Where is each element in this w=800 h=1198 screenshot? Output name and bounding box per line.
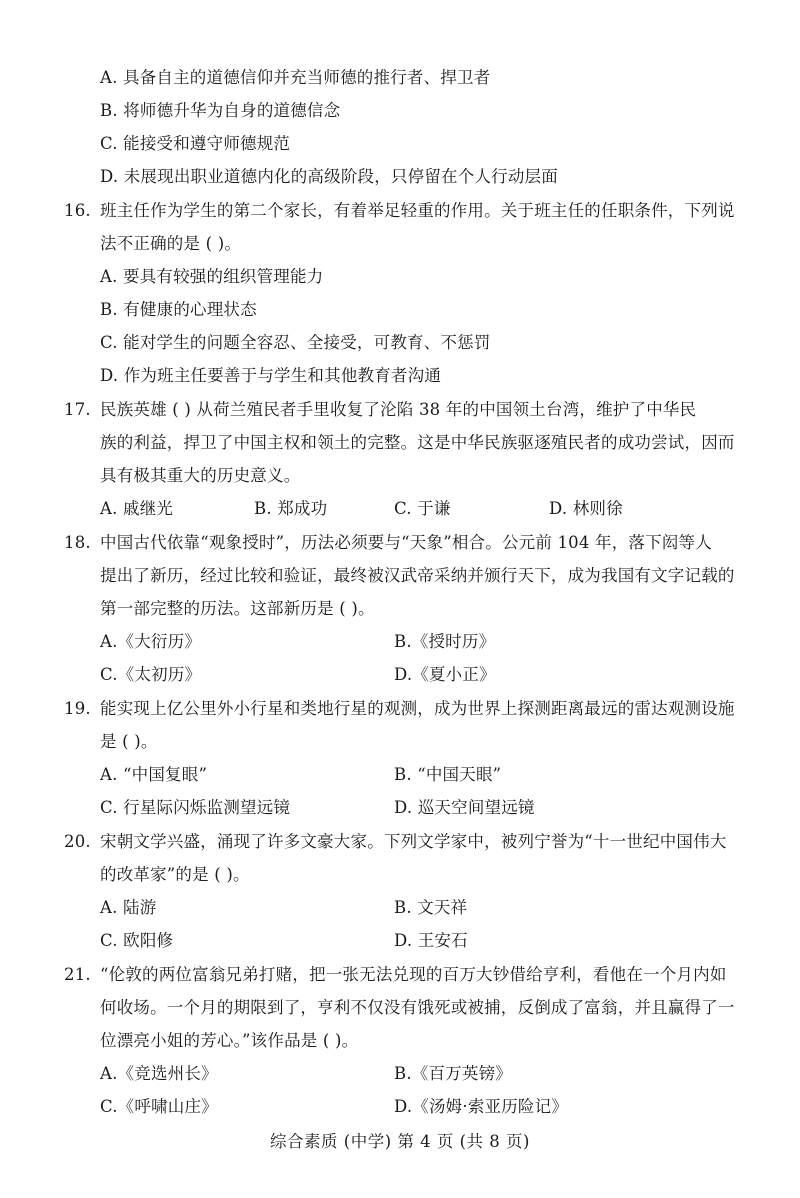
- question-21-option-d: D.《汤姆·索亚历险记》: [394, 1097, 569, 1116]
- question-21-option-a: A.《竞选州长》: [100, 1064, 218, 1083]
- question-21-option-b: B.《百万英镑》: [394, 1064, 512, 1083]
- question-17-number: 17.: [64, 400, 91, 419]
- question-17-stem-line2: 族的利益，捍卫了中国主权和领土的完整。这是中华民族驱逐殖民者的成功尝试，因而: [100, 433, 735, 452]
- question-20-option-a: A. 陆游: [100, 898, 157, 917]
- question-21-number: 21.: [64, 965, 91, 984]
- question-19-stem-line2: 是 ( )。: [100, 732, 158, 751]
- question-21-option-c: C.《呼啸山庄》: [100, 1097, 218, 1116]
- question-21-stem-line3: 位漂亮小姐的芳心。”该作品是 ( )。: [100, 1031, 359, 1050]
- question-16-stem-line2: 法不正确的是 ( )。: [100, 234, 242, 253]
- question-17-option-c: C. 于谦: [394, 499, 451, 518]
- question-20-option-c: C. 欧阳修: [100, 931, 174, 950]
- page-footer: 综合素质 (中学) 第 4 页 (共 8 页): [270, 1132, 530, 1151]
- prev-option-d: D. 未展现出职业道德内化的高级阶段，只停留在个人行动层面: [100, 167, 558, 186]
- question-17-option-b: B. 郑成功: [254, 499, 328, 518]
- question-18-option-b: B.《授时历》: [394, 632, 496, 651]
- question-16-stem-line1: 16. 班主任作为学生的第二个家长，有着举足轻重的作用。关于班主任的任职条件，下列说: [64, 199, 735, 223]
- question-19-option-a: A. “中国复眼”: [100, 765, 208, 784]
- question-17-stem-line1: 17. 民族英雄 ( ) 从荷兰殖民者手里收复了沦陷 38 年的中国领土台湾，维护了中华民: [64, 398, 696, 422]
- question-20-option-d: D. 王安石: [394, 931, 468, 950]
- question-20-stem-line2: 的改革家”的是 ( )。: [100, 865, 250, 884]
- question-18-option-d: D.《夏小正》: [394, 665, 496, 684]
- question-19-stem-line1: 19. 能实现上亿公里外小行星和类地行星的观测，成为世界上探测距离最远的雷达观测设施: [64, 697, 735, 721]
- question-16-option-d: D. 作为班主任要善于与学生和其他教育者沟通: [100, 366, 442, 385]
- question-18-stem-line3: 第一部完整的历法。这部新历是 ( )。: [100, 599, 375, 618]
- question-18-stem-line1: 18. 中国古代依靠“观象授时”，历法必须要与“天象”相合。公元前 104 年，落下闳等人: [64, 531, 712, 555]
- question-20-number: 20.: [64, 832, 91, 851]
- question-20-option-b: B. 文天祥: [394, 898, 468, 917]
- prev-option-c: C. 能接受和遵守师德规范: [100, 134, 291, 153]
- question-19-number: 19.: [64, 699, 91, 718]
- question-16-option-b: B. 有健康的心理状态: [100, 300, 257, 319]
- question-16-option-c: C. 能对学生的问题全容忍、全接受，可教育、不惩罚: [100, 333, 491, 352]
- question-19-option-b: B. “中国天眼”: [394, 765, 502, 784]
- question-20-stem-line1: 20. 宋朝文学兴盛，涌现了许多文豪大家。下列文学家中，被列宁誉为“十一世纪中国伟大: [64, 830, 727, 854]
- question-16-number: 16.: [64, 201, 91, 220]
- question-19-option-d: D. 巡天空间望远镜: [394, 798, 535, 817]
- question-21-stem-line2: 何收场。一个月的期限到了，亨利不仅没有饿死或被捕，反倒成了富翁，并且赢得了一: [100, 998, 735, 1017]
- question-18-stem-line2: 提出了新历，经过比较和验证，最终被汉武帝采纳并颁行天下，成为我国有文字记载的: [100, 566, 735, 585]
- question-18-option-c: C.《太初历》: [100, 665, 202, 684]
- question-17-stem-line3: 具有极其重大的历史意义。: [100, 466, 301, 485]
- prev-option-b: B. 将师德升华为自身的道德信念: [100, 101, 341, 120]
- question-19-option-c: C. 行星际闪烁监测望远镜: [100, 798, 291, 817]
- question-18-number: 18.: [64, 533, 91, 552]
- question-16-option-a: A. 要具有较强的组织管理能力: [100, 267, 324, 286]
- question-17-option-a: A. 戚继光: [100, 499, 174, 518]
- question-18-option-a: A.《大衍历》: [100, 632, 202, 651]
- question-21-stem-line1: 21. “伦敦的两位富翁兄弟打赌，把一张无法兑现的百万大钞借给亨利，看他在一个月内如: [64, 963, 727, 987]
- question-17-option-d: D. 林则徐: [549, 499, 623, 518]
- prev-option-a: A. 具备自主的道德信仰并充当师德的推行者、捍卫者: [100, 68, 491, 87]
